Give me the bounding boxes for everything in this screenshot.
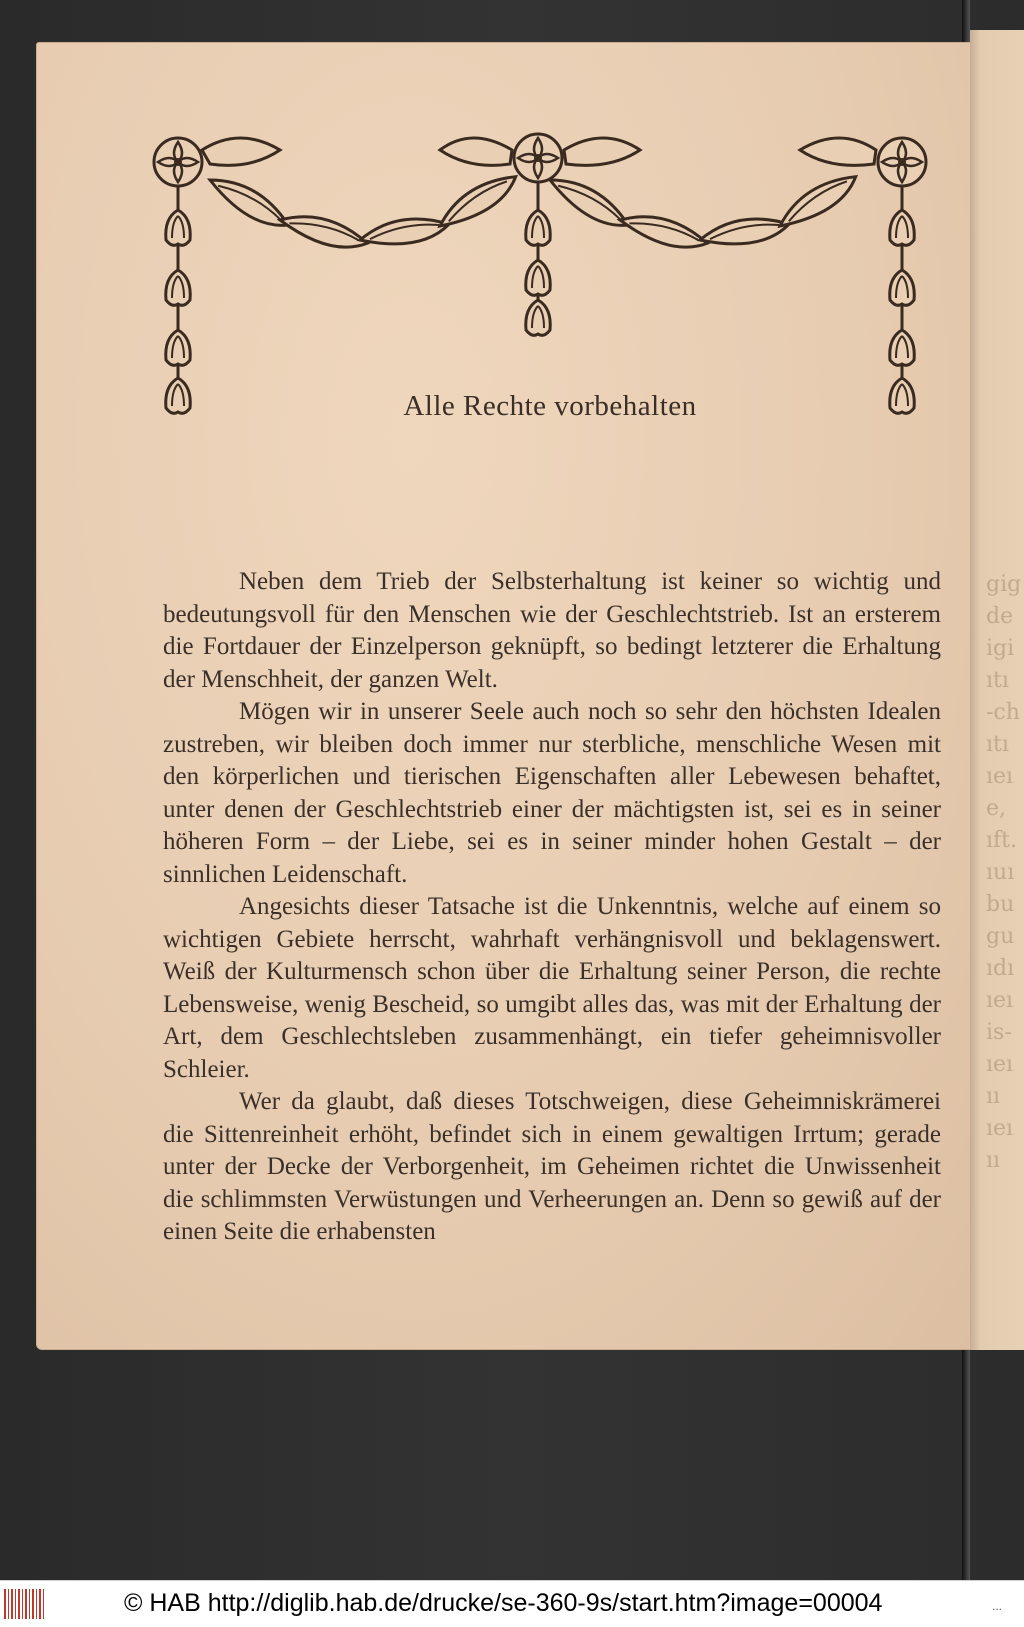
facing-page-text-fragment: ıtı	[986, 668, 1009, 693]
paragraph: Angesichts dieser Tatsache ist die Unkenntnis, welche auf einem so wichtigen Gebiete herrscht, wahrhaft verhängnisvoll und beklagenswert. Weiß der Kulturmensch schon über die Erhaltung seiner Person, die rechte Lebensweise, wenig Bescheid, so umgibt alles das, was mit der Erhaltung der Art, dem Geschlechtsleben zusammenhängt, ein tiefer geheimnisvoller Schleier.	[163, 893, 941, 1083]
floral-garland-ornament	[150, 130, 940, 430]
facing-page-text-fragment: ıft.	[986, 828, 1018, 853]
facing-page-text-fragment: -ch	[986, 700, 1020, 725]
facing-page-edge	[966, 30, 1024, 1350]
paragraph: Mögen wir in unserer Seele auch noch so sehr den höchsten Idealen zustreben, wir bleiben doch immer nur sterbliche, menschliche Wesen mit den körperlichen und tierischen Eigenschaften aller Lebewesen behaftet, unter denen der Geschlechtstrieb einer der mächtigsten ist, sei es in seiner höheren Form – der Liebe, sei es in seiner minder hohen Gestalt – der sinnlichen Leidenschaft.	[163, 698, 941, 888]
paragraph: Wer da glaubt, daß dieses Totschweigen, diese Geheimniskrämerei die Sittenreinheit erhöht, befindet sich in einem gewaltigen Irrtum; gerade unter der Decke der Verborgenheit, im Geheimen richtet die Unwissenheit die schlimmsten Verwüstungen und Verheerungen an. Denn so gewiß auf der einen Seite die erhabensten	[163, 1088, 941, 1245]
facing-page-text-fragment: ıeı	[986, 1116, 1014, 1141]
facing-page-text-fragment: e,	[986, 796, 1007, 821]
footer-menu-dots[interactable]: ...	[992, 1599, 1003, 1613]
facing-page-text-fragment: bu	[986, 892, 1015, 917]
facing-page-text-fragment: ıdı	[986, 956, 1015, 981]
facing-page-text-fragment: ıeı	[986, 988, 1014, 1013]
facing-page-text-fragment: is-	[986, 1020, 1012, 1045]
facing-page-text-fragment: gig	[986, 572, 1022, 597]
facing-page-text-fragment: ıı	[986, 1148, 1001, 1173]
facing-page-text-fragment: ıeı	[986, 1052, 1014, 1077]
facing-page-text-fragment: de	[986, 604, 1014, 629]
facing-page-text-fragment: gu	[986, 924, 1015, 949]
facing-page-text-fragment: igi	[986, 636, 1015, 661]
paragraph: Neben dem Trieb der Selbsterhaltung ist keiner so wichtig und bedeutungsvoll für den Menschen wie der Geschlechtstrieb. Ist an ersterem die Fortdauer der Einzelperson geknüpft, so bedingt letzterer die Erhaltung der Menschheit, der ganzen Welt.	[163, 568, 941, 693]
facing-page-text-fragment: ıeı	[986, 764, 1014, 789]
viewer-footer	[0, 1580, 1024, 1627]
page-heading: Alle Rechte vorbehalten	[403, 390, 697, 422]
facing-page-text-fragment: ıuı	[986, 860, 1015, 885]
body-text	[163, 566, 941, 1249]
hab-logo-icon	[4, 1589, 46, 1619]
facing-page-text-fragment: ıı	[986, 1084, 1001, 1109]
facing-page-text-fragment: ıtı	[986, 732, 1009, 757]
source-url-link[interactable]: © HAB http://diglib.hab.de/drucke/se-360-9s/start.htm?image=00004	[124, 1589, 883, 1617]
